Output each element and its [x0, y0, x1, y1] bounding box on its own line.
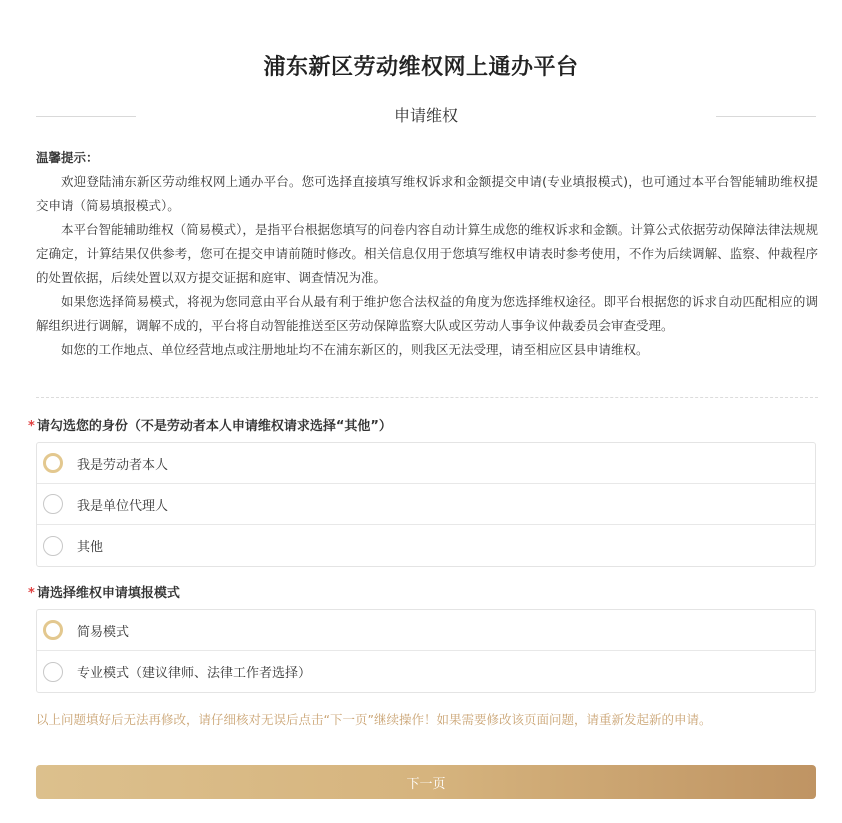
- page-title: 浦东新区劳动维权网上通办平台: [263, 55, 579, 80]
- required-mark: *: [28, 419, 35, 434]
- notice-paragraph: 本平台智能辅助维权（简易模式），是指平台根据您填写的问卷内容自动计算生成您的维权诉求和金额。计算公式依据劳动保障法律法规规定确定，计算结果仅供参考，您可在提交申请前随时修改。相关信息仅用于您填写维权申请表时参考使用，不作为后续调解、监察、仲裁程序的处置依据，后续处置以双方提交证据和庭审、调查情况为准。: [36, 222, 818, 285]
- identity-options: [36, 442, 816, 567]
- notice-paragraph: 欢迎登陆浦东新区劳动维权网上通办平台。您可选择直接填写维权诉求和金额提交申请(专业填报模式)，也可通过本平台智能辅助维权提交申请（简易填报模式）。: [36, 174, 818, 213]
- identity-option-other[interactable]: [37, 525, 815, 566]
- option-label: 专业模式（建议律师、法律工作者选择）: [77, 666, 312, 681]
- option-label: 我是劳动者本人: [77, 457, 169, 473]
- radio-icon[interactable]: [43, 536, 63, 556]
- heading-divider-right: [716, 116, 816, 117]
- radio-selected-icon[interactable]: [43, 620, 63, 640]
- mode-option-professional[interactable]: [37, 651, 815, 692]
- mode-question-label: [28, 582, 180, 601]
- mode-options: [36, 609, 816, 693]
- option-label: 简易模式: [77, 624, 130, 640]
- radio-icon[interactable]: [43, 662, 63, 682]
- mode-option-simple[interactable]: [37, 610, 815, 651]
- identity-question-label: [28, 415, 392, 434]
- radio-icon[interactable]: [43, 494, 63, 514]
- notice-title: 温馨提示：: [36, 150, 99, 165]
- warning-text: 以上问题填好后无法再修改，请仔细核对无误后点击“下一页”继续操作！如果需要修改该页面问题，请重新发起新的申请。: [36, 712, 712, 727]
- notice-divider: [36, 397, 818, 398]
- section-heading: 申请维权: [393, 106, 458, 125]
- identity-question-text: 请勾选您的身份（不是劳动者本人申请维权请求选择“其他”）: [36, 419, 392, 434]
- identity-option-employer-agent[interactable]: [37, 484, 815, 525]
- option-label: 其他: [77, 540, 104, 555]
- option-label: 我是单位代理人: [77, 498, 169, 514]
- section-heading-row: [36, 104, 816, 128]
- notice-panel: [36, 146, 818, 362]
- radio-selected-icon[interactable]: [43, 453, 63, 473]
- required-mark: *: [28, 586, 35, 601]
- next-page-button[interactable]: 下一页: [36, 765, 816, 799]
- notice-paragraph: 如您的工作地点、单位经营地点或注册地址均不在浦东新区的，则我区无法受理，请至相应区县申请维权。: [61, 342, 649, 357]
- notice-paragraph: 如果您选择简易模式，将视为您同意由平台从最有利于维护您合法权益的角度为您选择维权途径。即平台根据您的诉求自动匹配相应的调解组织进行调解，调解不成的，平台将自动智能推送至区劳动保障监察大队或区劳动人事争议仲裁委员会审查受理。: [36, 294, 818, 333]
- identity-option-worker[interactable]: [37, 443, 815, 484]
- mode-question-text: 请选择维权申请填报模式: [36, 586, 180, 601]
